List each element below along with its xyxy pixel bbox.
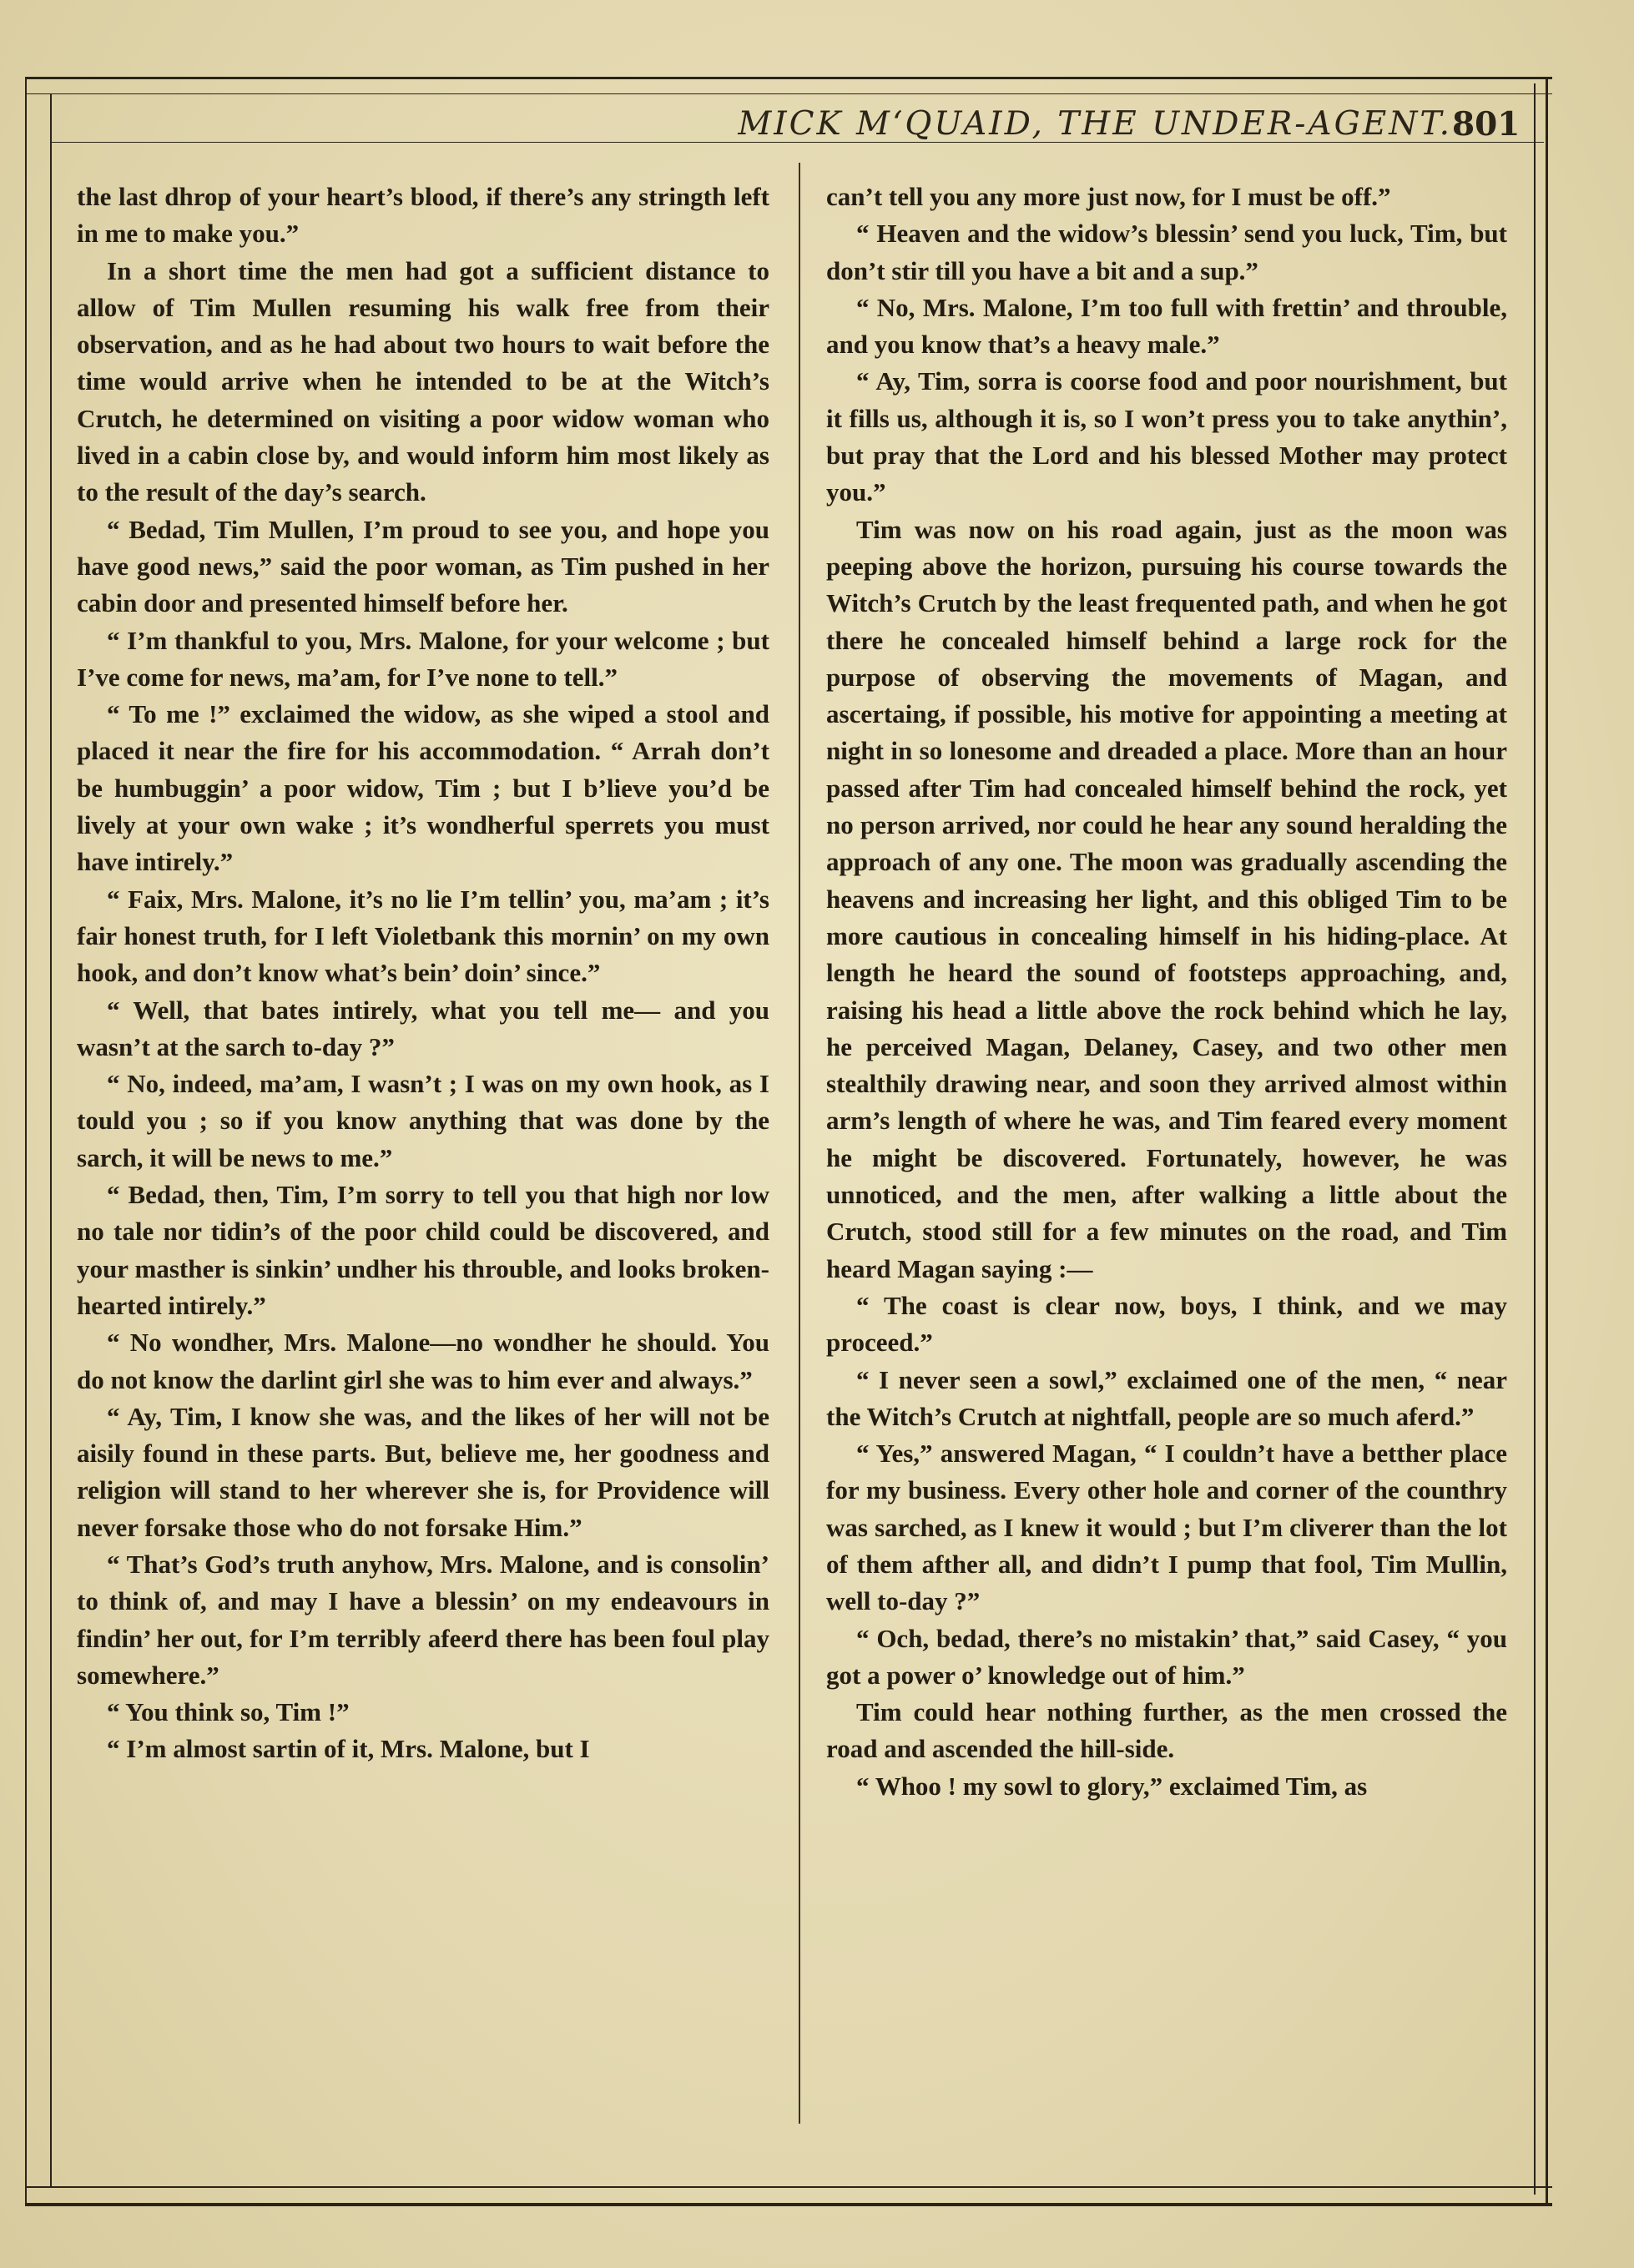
paragraph: “ Bedad, then, Tim, I’m sorry to tell you that high nor low no tale nor tidin’s of the poor child could be discovered, and your masther is sinkin’ undher his throuble, and looks broken-hearted intirely.” bbox=[77, 1180, 769, 1320]
left-column bbox=[77, 179, 769, 1768]
right-border bbox=[1546, 77, 1548, 2206]
paragraph: “ I’m thankful to you, Mrs. Malone, for your welcome ; but I’ve come for news, ma’am, for I’ve none to tell.” bbox=[77, 625, 769, 692]
paragraph: “ No wondher, Mrs. Malone—no wondher he should. You do not know the darlint girl she was to him ever and always.” bbox=[77, 1328, 769, 1394]
right-border-inner bbox=[1534, 83, 1536, 2195]
paragraph: “ Heaven and the widow’s blessin’ send you luck, Tim, but don’t stir till you have a bit and a sup.” bbox=[826, 219, 1507, 285]
paragraph: “ Whoo ! my sowl to glory,” exclaimed Tim, as bbox=[856, 1771, 1368, 1801]
right-column bbox=[826, 179, 1507, 1805]
paragraph: “ Faix, Mrs. Malone, it’s no lie I’m tellin’ you, ma’am ; it’s fair honest truth, for I left Violetbank this mornin’ on my own hook, and don’t know what’s bein’ doin’ since.” bbox=[77, 884, 769, 988]
column-divider bbox=[799, 163, 800, 2124]
page-number: 801 bbox=[1452, 105, 1521, 144]
top-rule bbox=[25, 77, 1552, 79]
paragraph: “ No, indeed, ma’am, I wasn’t ; I was on my own hook, as I tould you ; so if you know anything that was done by the sarch, it will be news to me.” bbox=[77, 1069, 769, 1172]
paragraph: the last dhrop of your heart’s blood, if there’s any stringth left in me to make you.” bbox=[77, 182, 769, 249]
paragraph: In a short time the men had got a sufficient distance to allow of Tim Mullen resuming his walk free from their observation, and as he had about two hours to wait before the time would arrive when he intended to be at the Witch’s Crutch, he determined on visiting a poor widow woman who lived in a cabin close by, and would inform him most likely as to the result of the day’s search. bbox=[77, 255, 769, 507]
running-title: MICK M‘QUAID, THE UNDER-AGENT. bbox=[738, 105, 1452, 143]
paragraph: Tim could hear nothing further, as the men crossed the road and ascended the hill-side. bbox=[826, 1697, 1507, 1764]
bottom-rule bbox=[25, 2203, 1552, 2206]
paragraph: “ To me !” exclaimed the widow, as she wiped a stool and placed it near the fire for his accommodation. “ Arrah don’t be humbuggin’ a poor widow, Tim ; but I b’lieve you’d be lively at your own wake ; it’s wondherful sperrets you must have intirely.” bbox=[77, 699, 769, 877]
paragraph: Tim was now on his road again, just as the moon was peeping above the horizon, pursuing his course towards the Witch’s Crutch by the least frequented path, and when he got there he concealed himself behind a large rock for the purpose of observing the movements of Magan, and ascertaing, if possible, his motive for appointing a meeting at night in so lonesome and dreaded a place. More than an hour passed after Tim had concealed himself behind the rock, yet no person arrived, nor could he hear any sound heralding the approach of any one. The moon was gradually ascending the heavens and increasing her light, and this obliged Tim to be more cautious in concealing himself in his hiding-place. At length he heard the sound of footsteps approaching, and, raising his head a little above the rock behind which he lay, he perceived Magan, Delaney, Casey, and two other men stealthily drawing near, and soon they arrived almost within arm’s length of where he was, and Tim feared every moment he might be discovered. Fortunately, however, he was unnoticed, and the men, after walking a little about the Crutch, stood still for a few minutes on the road, and Tim heard Magan saying :— bbox=[826, 514, 1507, 1283]
left-border-inner bbox=[50, 93, 52, 2188]
paragraph: “ Well, that bates intirely, what you tell me— and you wasn’t at the sarch to-day ?” bbox=[77, 995, 769, 1061]
paragraph: “ You think so, Tim !” bbox=[107, 1697, 350, 1727]
paragraph: “ Ay, Tim, sorra is coorse food and poor nourishment, but it fills us, although it is, so I won’t press you to take anythin’, but pray that the Lord and his blessed Mother may protect you.” bbox=[826, 366, 1507, 507]
paragraph: “ I never seen a sowl,” exclaimed one of the men, “ near the Witch’s Crutch at nightfall, people are so much aferd.” bbox=[826, 1364, 1507, 1431]
paragraph: “ That’s God’s truth anyhow, Mrs. Malone, and is consolin’ to think of, and may I have a blessin’ on my endeavours in findin’ her out, for I’m terribly afeerd there has been foul play somewhere.” bbox=[77, 1549, 769, 1690]
bottom-rule-thin bbox=[25, 2186, 1552, 2188]
paragraph: “ Yes,” answered Magan, “ I couldn’t have a betther place for my business. Every other hole and corner of the counthry was sarched, as I knew it would ; but I’m cliverer than the lot of them afther all, and didn’t I pump that fool, Tim Mullin, well to-day ?” bbox=[826, 1439, 1507, 1616]
paragraph: “ Och, bedad, there’s no mistakin’ that,” said Casey, “ you got a power o’ knowledge out of him.” bbox=[826, 1623, 1507, 1690]
left-border bbox=[25, 77, 27, 2206]
paragraph: can’t tell you any more just now, for I must be off.” bbox=[826, 182, 1391, 211]
top-rule-thin bbox=[25, 93, 1552, 94]
paragraph: “ Bedad, Tim Mullen, I’m proud to see you, and hope you have good news,” said the poor woman, as Tim pushed in her cabin door and presented himself before her. bbox=[77, 514, 769, 618]
paragraph: “ No, Mrs. Malone, I’m too full with frettin’ and throuble, and you know that’s a heavy male.” bbox=[826, 292, 1507, 360]
paragraph: “ I’m almost sartin of it, Mrs. Malone, but I bbox=[107, 1734, 590, 1764]
paragraph: “ The coast is clear now, boys, I think, and we may proceed.” bbox=[826, 1290, 1507, 1358]
paragraph: “ Ay, Tim, I know she was, and the likes of her will not be aisily found in these parts. But, believe me, her goodness and religion will stand to her wherever she is, for Providence will never forsake those who do not forsake Him.” bbox=[77, 1401, 769, 1542]
